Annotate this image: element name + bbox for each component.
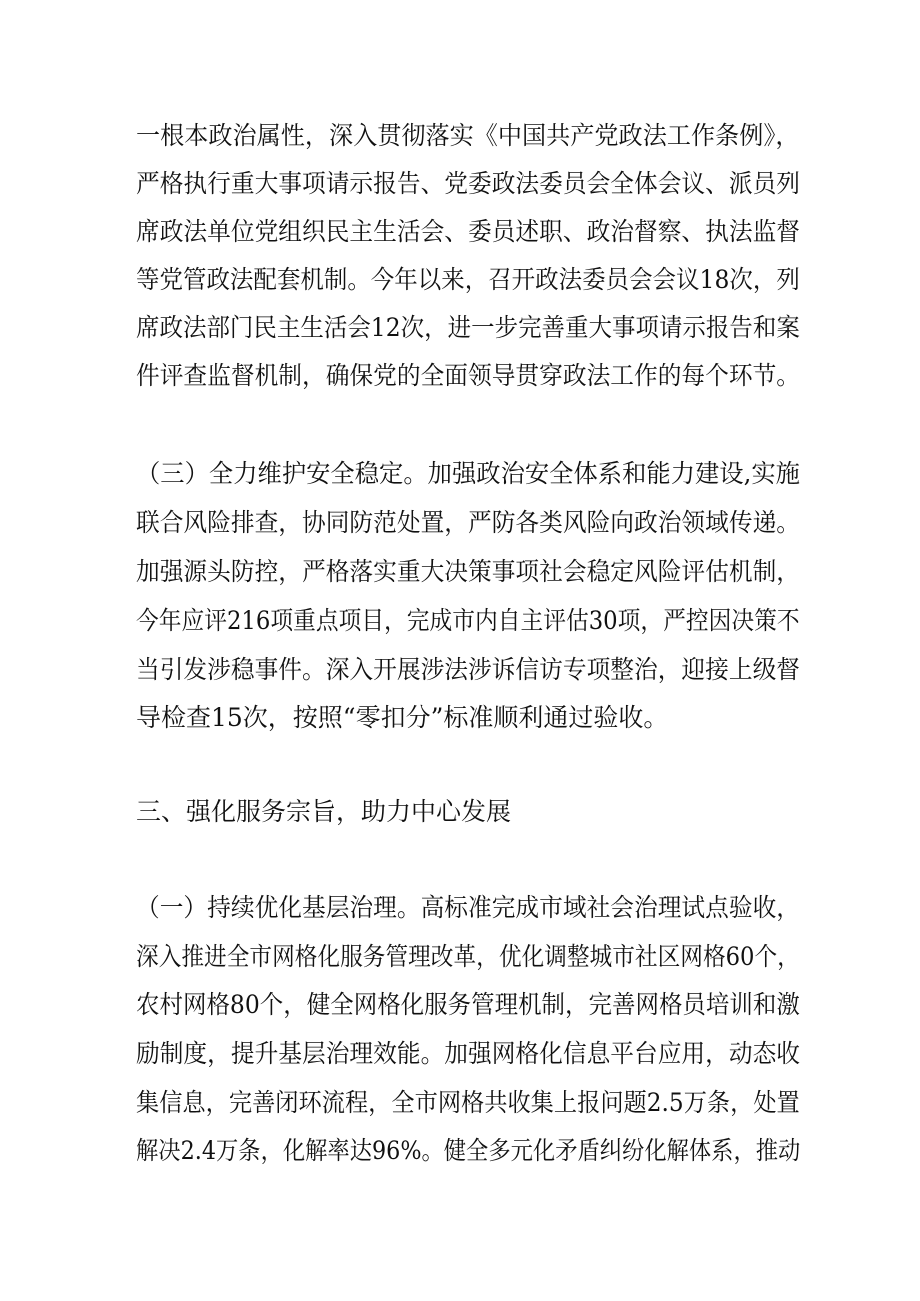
paragraph-4-line-4: 励制度，提升基层治理效能。加强网格化信息平台应用，动态收 [136,1039,801,1068]
paragraph-1-line-6: 件评查监督机制，确保党的全面领导贯穿政法工作的每个环节。 [136,361,801,390]
paragraph-2-line-3: 加强源头防控，严格落实重大决策事项社会稳定风险评估机制， [136,557,801,586]
paragraph-2-line-4: 今年应评216项重点项目，完成市内自主评估30项，严控因决策不 [136,606,800,635]
paragraph-2-line-1: （三）全力维护安全稳定。加强政治安全体系和能力建设,实施 [136,459,800,488]
paragraph-2-line-6: 导检查15次，按照“零扣分”标准顺利通过验收。 [136,703,669,732]
paragraph-2-line-2: 联合风险排查，协同防范处置，严防各类风险向政治领域传递。 [136,508,801,537]
paragraph-4-line-1: （一）持续优化基层治理。高标准完成市域社会治理试点验收， [136,893,801,922]
paragraph-4-line-5: 集信息，完善闭环流程，全市网格共收集上报问题2.5万条，处置 [136,1088,800,1117]
paragraph-1-line-5: 席政法部门民主生活会12次，进一步完善重大事项请示报告和案 [136,313,800,342]
paragraph-4-line-3: 农村网格80个，健全网格化服务管理机制，完善网格员培训和激 [136,990,800,1019]
paragraph-1-line-3: 席政法单位党组织民主生活会、委员述职、政治督察、执法监督 [136,217,801,246]
paragraph-2-line-5: 当引发涉稳事件。深入开展涉法涉诉信访专项整治，迎接上级督 [136,655,801,684]
paragraph-4-line-6: 解决2.4万条，化解率达96%。健全多元化矛盾纠纷化解体系，推动 [136,1136,801,1165]
paragraph-1-line-4: 等党管政法配套机制。今年以来，召开政法委员会会议18次，列 [136,265,800,294]
section-heading: 三、强化服务宗旨，助力中心发展 [136,797,512,826]
paragraph-1-line-1: 一根本政治属性，深入贯彻落实《中国共产党政法工作条例》， [136,121,800,150]
paragraph-1-line-2: 严格执行重大事项请示报告、党委政法委员会全体会议、派员列 [136,169,801,198]
paragraph-4-line-2: 深入推进全市网格化服务管理改革，优化调整城市社区网格60个， [136,942,800,971]
